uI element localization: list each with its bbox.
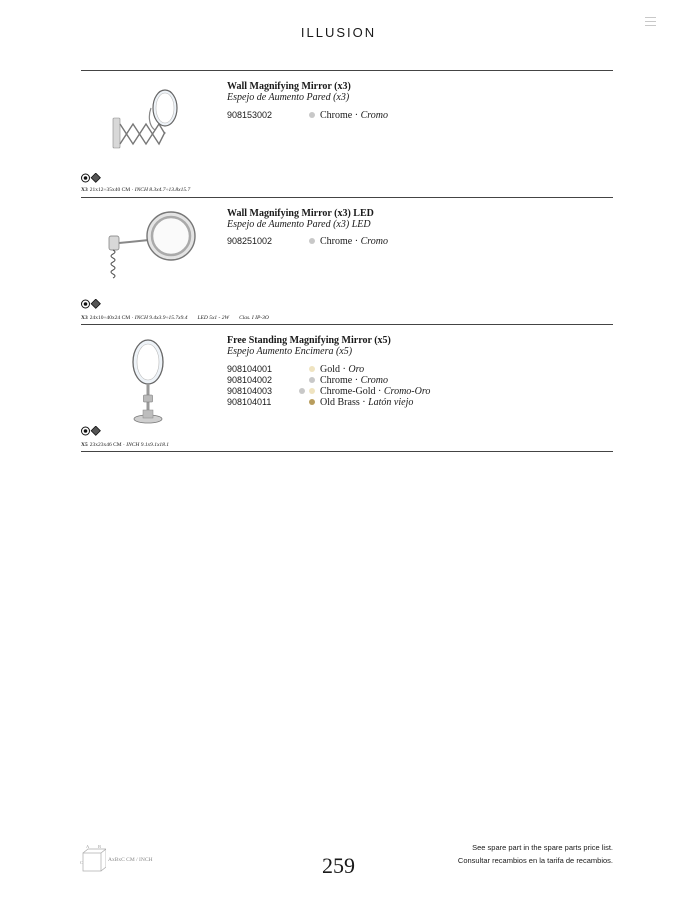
product-name-es: Espejo de Aumento Pared (x3)	[227, 92, 350, 103]
page-number: 259	[322, 853, 355, 878]
legend-letter: C	[80, 860, 84, 865]
product-card	[81, 325, 613, 451]
product-code: 908251002	[227, 236, 273, 246]
finish-swatch-icon	[309, 366, 315, 372]
product-card	[81, 71, 613, 197]
product-name-es: Espejo de Aumento Pared (x3) LED	[227, 219, 371, 230]
product-name: Wall Magnifying Mirror (x3)	[227, 81, 351, 92]
product-card	[81, 198, 613, 324]
finish-swatch-icon	[309, 238, 315, 244]
dimensions: X3 21x12÷35x40 CM · INCH 8.3x4.7÷13.8x15.7	[81, 187, 191, 193]
product-name: Wall Magnifying Mirror (x3) LED	[227, 208, 374, 219]
dimension-legend: AxBxC CM / INCH	[108, 857, 153, 863]
finish-swatch-icon	[309, 112, 315, 118]
product-name-es: Espejo Aumento Encimera (x5)	[227, 346, 353, 357]
product-code: 908104001	[227, 364, 273, 374]
legend-letter: A	[86, 844, 90, 849]
finish-name: Chrome · Cromo	[320, 110, 388, 121]
finish-swatch-icon	[309, 377, 315, 383]
finish-name: Chrome · Cromo	[320, 236, 388, 247]
divider	[81, 451, 613, 452]
certification-icons	[81, 299, 105, 309]
dimensions: X5 23x23x46 CM · INCH 9.1x9.1x18.1	[81, 442, 170, 448]
legend-letter: B	[98, 844, 102, 849]
product-code: 908104002	[227, 375, 273, 385]
dimensions: X3 24x10÷40x24 CM · INCH 9.4x3.9÷15.7x9.4 LED 5x1 - 2W Clas. I IP-3O	[81, 315, 269, 321]
product-code: 908153002	[227, 110, 273, 120]
standing-mirror-image	[91, 337, 211, 427]
product-code: 908104003	[227, 386, 273, 396]
certification-icons	[81, 426, 105, 436]
page-title: ILLUSION	[300, 25, 377, 40]
finish-swatch-icon	[309, 388, 315, 394]
spare-parts-note: See spare part in the spare parts price list.	[472, 843, 613, 852]
certification-icons	[81, 173, 105, 183]
wall-mirror-image	[91, 86, 211, 176]
finish-swatch-icon	[299, 388, 305, 394]
product-name: Free Standing Magnifying Mirror (x5)	[227, 335, 391, 346]
finish-swatch-icon	[309, 399, 315, 405]
finish-name: Chrome · Cromo	[320, 375, 388, 386]
product-code: 908104011	[227, 397, 272, 407]
finish-name: Chrome-Gold · Cromo-Oro	[320, 386, 431, 397]
spare-parts-note-es: Consultar recambios en la tarifa de recambios.	[457, 856, 613, 865]
finish-name: Old Brass · Latón viejo	[320, 397, 414, 408]
led-wall-mirror-image	[91, 204, 211, 294]
finish-name: Gold · Oro	[320, 364, 365, 375]
